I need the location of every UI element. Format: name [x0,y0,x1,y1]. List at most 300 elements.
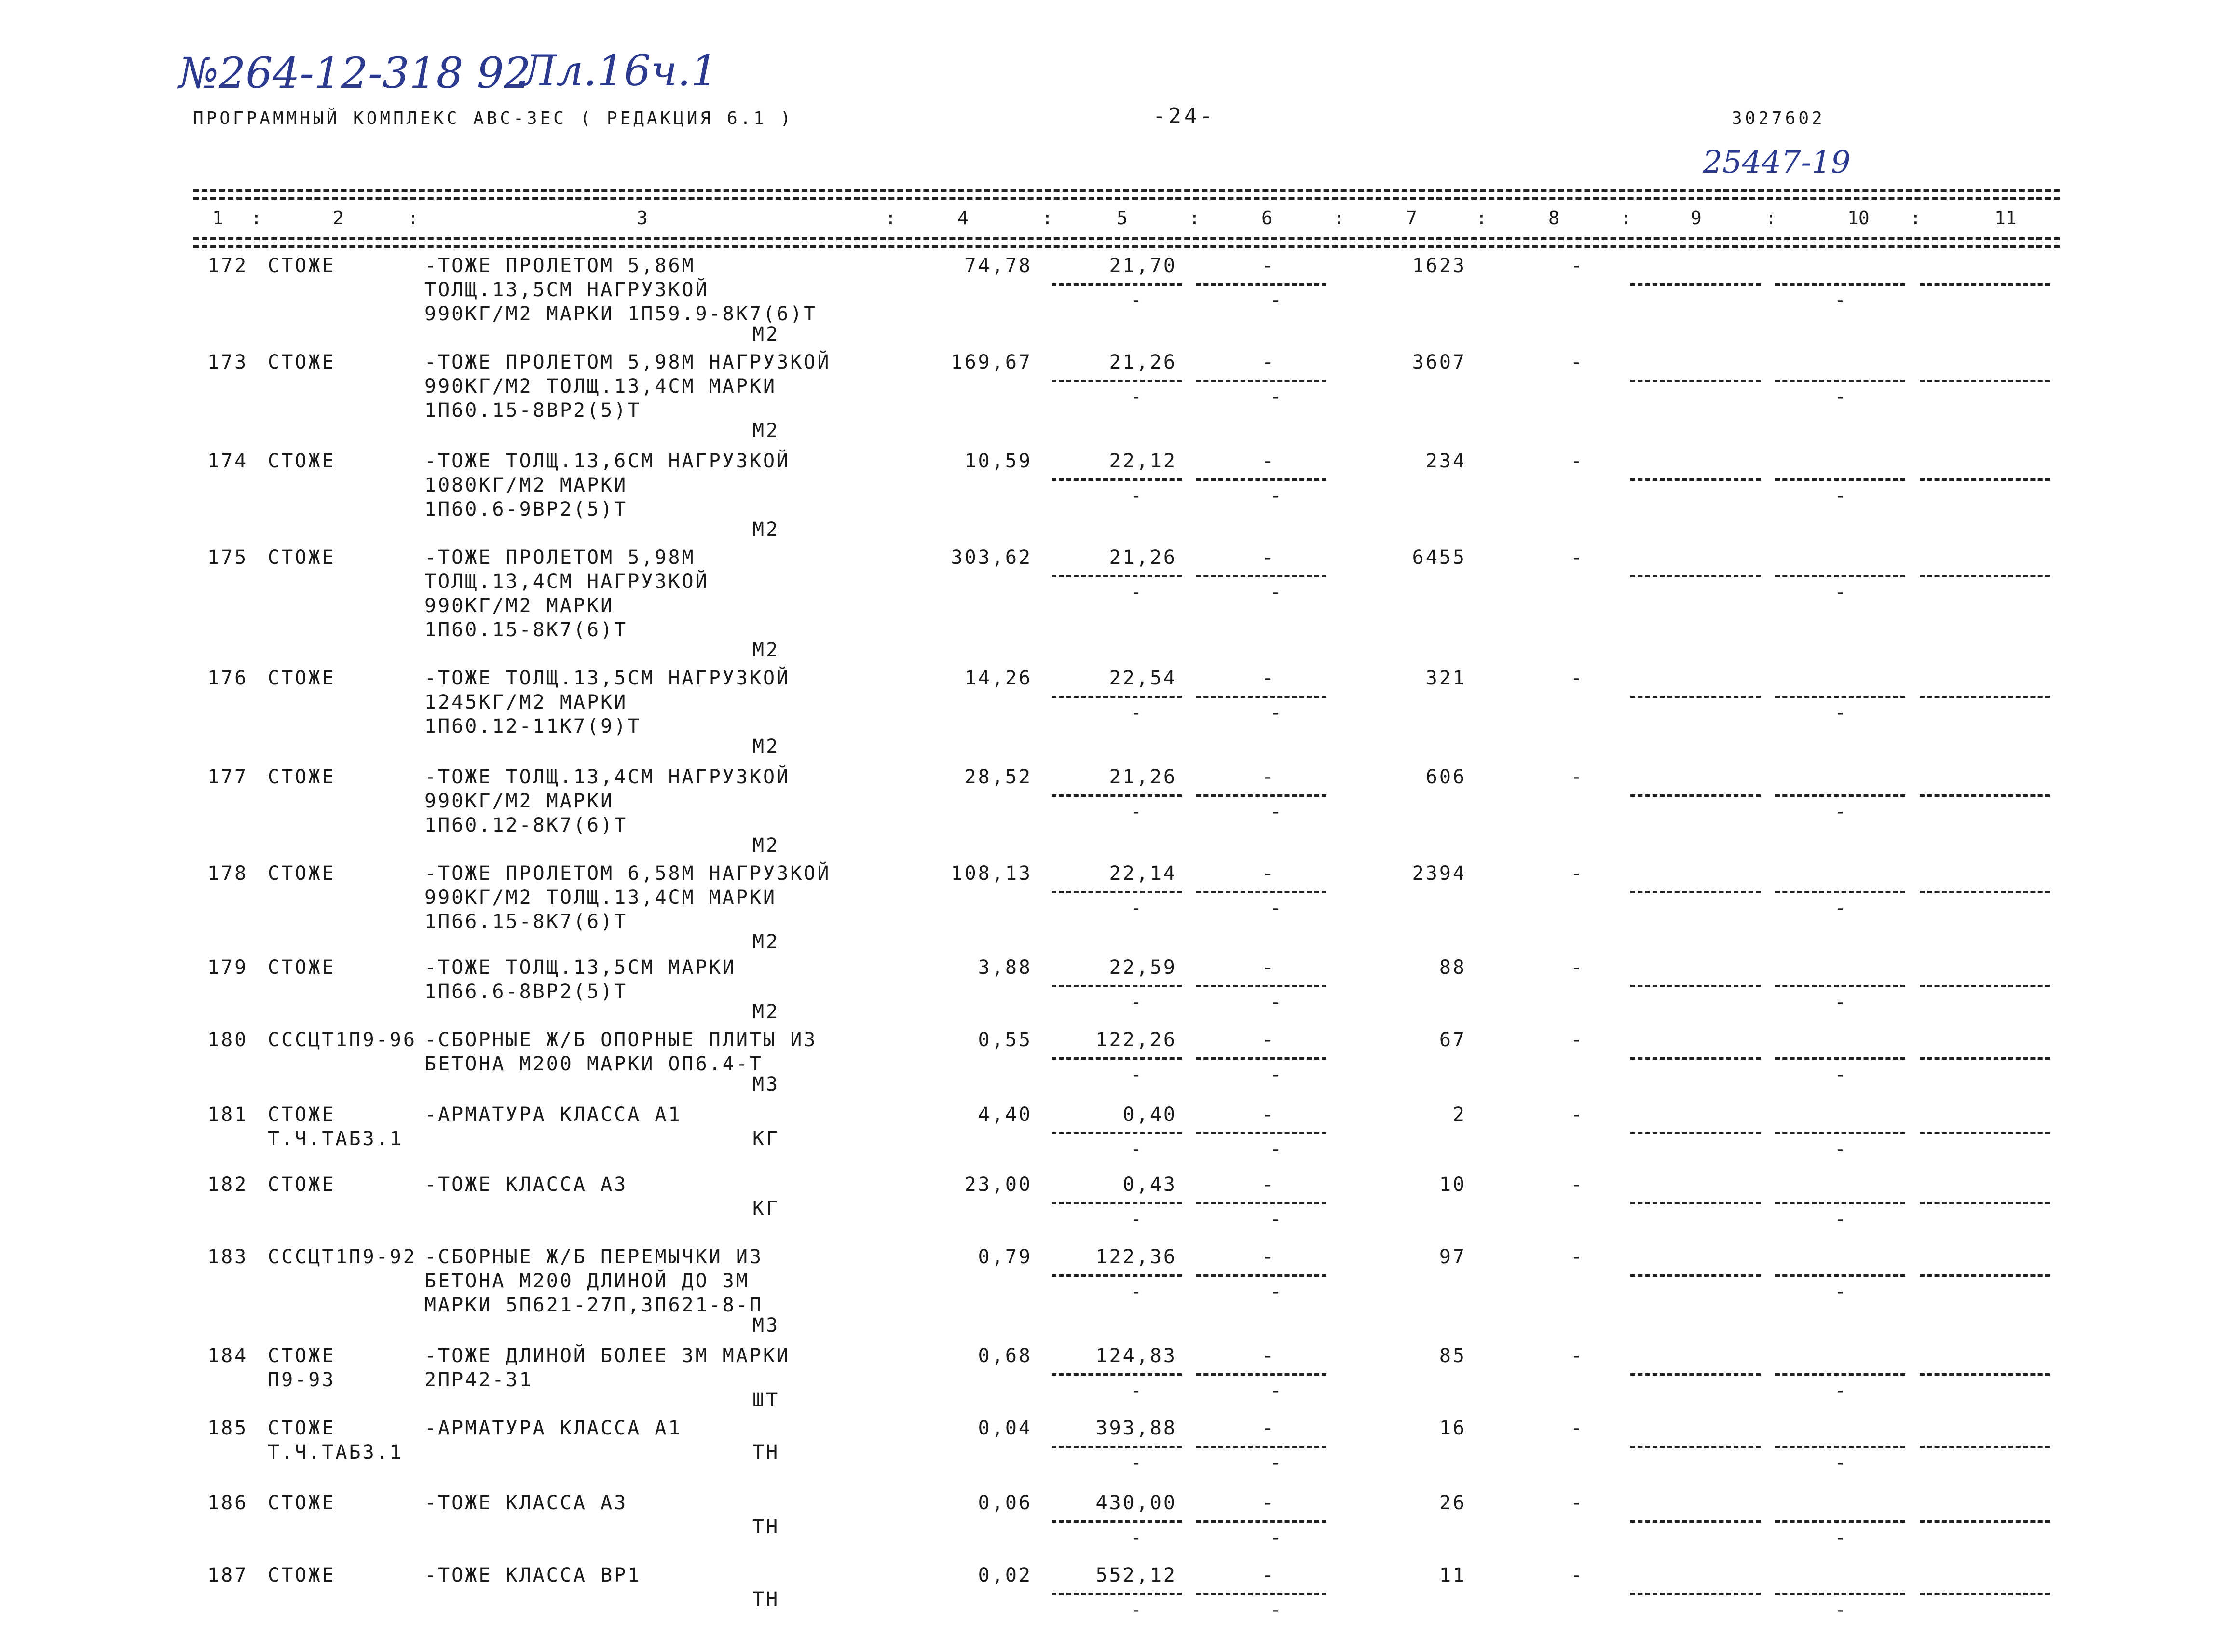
row-total: 85 [1439,1345,1466,1367]
row-description: -ТОЖЕ КЛАССА А3 [424,1492,628,1514]
total-underline [1775,891,1905,893]
row-code: СТОЖЕ [268,1104,336,1126]
empty-cell-dash: - [1270,1527,1282,1549]
empty-cell-dash: - [1270,386,1282,408]
row-description: 1П66.6-8ВР2(5)Т [424,981,628,1003]
total-underline [1052,283,1182,286]
header-bottom-rule-2 [193,245,2060,248]
row-unit: М2 [752,1001,780,1023]
row-total: 11 [1439,1564,1466,1586]
column-header-6: 6 [1261,207,1272,229]
empty-cell-dash: - [1270,991,1282,1013]
row-col6: - [1261,450,1276,472]
total-underline [1630,1202,1761,1204]
empty-cell-dash: - [1834,991,1846,1013]
total-underline [1630,1373,1761,1376]
row-number: 176 [207,667,248,689]
total-underline [1775,1057,1905,1060]
column-separator: : [1476,207,1487,229]
total-underline [1920,1373,2050,1376]
row-description: 1П60.6-9ВР2(5)Т [424,498,628,520]
empty-cell-dash: - [1270,801,1282,823]
row-total: 10 [1439,1174,1466,1196]
empty-cell-dash: - [1834,702,1846,724]
row-description: 1245КГ/М2 МАРКИ [424,691,628,713]
row-code: П9-93 [268,1369,336,1391]
total-underline [1920,1057,2050,1060]
total-underline [1052,1274,1182,1277]
row-total: 97 [1439,1246,1466,1268]
row-col6: - [1261,351,1276,373]
total-underline [1630,696,1761,698]
row-col6: - [1261,1492,1276,1514]
row-code: СТОЖЕ [268,255,336,277]
empty-cell-dash: - [1130,991,1142,1013]
row-description: 2ПР42-31 [424,1369,533,1391]
total-underline [1052,380,1182,382]
row-number: 180 [207,1029,248,1051]
row-col6: - [1261,766,1276,788]
column-separator: : [885,207,896,229]
empty-cell-dash: - [1130,386,1142,408]
row-number: 179 [207,956,248,979]
row-description: -ТОЖЕ ПРОЛЕТОМ 5,98М НАГРУЗКОЙ [424,351,831,373]
column-header-7: 7 [1406,207,1417,229]
row-col8: - [1570,1492,1585,1514]
empty-cell-dash: - [1270,581,1282,603]
total-underline [1630,380,1761,382]
total-underline [1052,794,1182,797]
empty-cell-dash: - [1130,1599,1142,1621]
row-number: 184 [207,1345,248,1367]
empty-cell-dash: - [1834,1281,1846,1303]
empty-cell-dash: - [1130,1208,1142,1230]
row-quantity: 28,52 [964,766,1032,788]
total-underline [1920,1520,2050,1523]
row-total: 16 [1439,1417,1466,1439]
total-underline [1775,1593,1905,1595]
empty-cell-dash: - [1834,1208,1846,1230]
row-unit: М2 [752,323,780,345]
column-header-4: 4 [957,207,969,229]
row-col6: - [1261,862,1276,885]
row-description: 990КГ/М2 ТОЛЩ.13,4СМ МАРКИ [424,887,777,909]
total-underline [1196,891,1326,893]
row-description: 1П60.15-8ВР2(5)Т [424,399,642,422]
row-col6: - [1261,1564,1276,1586]
total-underline [1052,575,1182,577]
total-underline [1775,478,1905,481]
empty-cell-dash: - [1270,897,1282,919]
total-underline [1920,1446,2050,1448]
row-description: -ТОЖЕ ТОЛЩ.13,6СМ НАГРУЗКОЙ [424,450,791,472]
total-underline [1920,380,2050,382]
column-header-2: 2 [333,207,344,229]
column-header-3: 3 [637,207,648,229]
total-underline [1920,283,2050,286]
page-number: -24- [1153,104,1216,128]
total-underline [1775,380,1905,382]
row-col6: - [1261,1345,1276,1367]
row-quantity: 10,59 [964,450,1032,472]
handwritten-registration-number: 25447-19 [1703,145,1851,180]
row-description: -ТОЖЕ ПРОЛЕТОМ 5,86М [424,255,696,277]
column-separator: : [1042,207,1053,229]
row-unit-price: 22,14 [1109,862,1177,885]
row-quantity: 0,68 [978,1345,1032,1367]
row-unit: М2 [752,639,780,661]
total-underline [1630,1446,1761,1448]
row-total: 234 [1425,450,1466,472]
row-code: СТОЖЕ [268,450,336,472]
row-total: 67 [1439,1029,1466,1051]
total-underline [1052,1373,1182,1376]
total-underline [1052,985,1182,987]
column-header-9: 9 [1691,207,1702,229]
row-total: 2394 [1412,862,1466,885]
row-description: 1П60.12-8К7(6)Т [424,814,628,836]
row-total: 6455 [1412,546,1466,569]
row-unit-price: 21,70 [1109,255,1177,277]
row-description: 1П66.15-8К7(6)Т [424,911,628,933]
column-separator: : [251,207,262,229]
row-description: 1080КГ/М2 МАРКИ [424,474,628,496]
row-quantity: 0,04 [978,1417,1032,1439]
row-unit-price: 21,26 [1109,351,1177,373]
column-separator: : [1910,207,1921,229]
total-underline [1196,283,1326,286]
row-number: 174 [207,450,248,472]
row-col8: - [1570,1417,1585,1439]
row-col6: - [1261,255,1276,277]
empty-cell-dash: - [1130,702,1142,724]
row-total: 2 [1452,1104,1466,1126]
empty-cell-dash: - [1834,1064,1846,1086]
row-total: 1623 [1412,255,1466,277]
total-underline [1196,1057,1326,1060]
row-unit-price: 552,12 [1095,1564,1177,1586]
total-underline [1052,478,1182,481]
row-unit-price: 393,88 [1095,1417,1177,1439]
row-quantity: 0,55 [978,1029,1032,1051]
row-unit: КГ [752,1128,780,1150]
document-code: 3027602 [1732,109,1825,128]
row-unit: М2 [752,420,780,442]
row-quantity: 14,26 [964,667,1032,689]
row-description: БЕТОНА М200 МАРКИ ОП6.4-Т [424,1053,764,1075]
row-description: -ТОЖЕ ПРОЛЕТОМ 5,98М [424,546,696,569]
empty-cell-dash: - [1130,801,1142,823]
row-code: СТОЖЕ [268,667,336,689]
empty-cell-dash: - [1834,485,1846,507]
row-description: -ТОЖЕ ПРОЛЕТОМ 6,58М НАГРУЗКОЙ [424,862,831,885]
empty-cell-dash: - [1130,581,1142,603]
row-col8: - [1570,1174,1585,1196]
total-underline [1196,380,1326,382]
row-number: 183 [207,1246,248,1268]
total-underline [1775,1132,1905,1134]
row-number: 175 [207,546,248,569]
empty-cell-dash: - [1834,801,1846,823]
total-underline [1630,985,1761,987]
header-top-rule [193,189,2060,192]
row-description: 990КГ/М2 МАРКИ 1П59.9-8К7(6)Т [424,303,818,325]
column-separator: : [1765,207,1776,229]
column-header-10: 10 [1847,207,1870,229]
total-underline [1630,1593,1761,1595]
total-underline [1196,1593,1326,1595]
total-underline [1196,794,1326,797]
total-underline [1775,1202,1905,1204]
row-number: 187 [207,1564,248,1586]
total-underline [1052,696,1182,698]
row-unit-price: 122,36 [1095,1246,1177,1268]
row-total: 606 [1425,766,1466,788]
row-code: СССЦТ1П9-92 [268,1246,417,1268]
empty-cell-dash: - [1130,1138,1142,1160]
row-unit-price: 21,26 [1109,766,1177,788]
total-underline [1630,891,1761,893]
row-total: 321 [1425,667,1466,689]
row-code: СТОЖЕ [268,1174,336,1196]
total-underline [1920,1593,2050,1595]
column-separator: : [1621,207,1632,229]
row-col8: - [1570,766,1585,788]
empty-cell-dash: - [1270,1208,1282,1230]
total-underline [1630,575,1761,577]
empty-cell-dash: - [1834,386,1846,408]
row-quantity: 169,67 [951,351,1032,373]
empty-cell-dash: - [1270,1281,1282,1303]
empty-cell-dash: - [1130,289,1142,312]
row-code: СТОЖЕ [268,766,336,788]
row-code: Т.Ч.ТАБ3.1 [268,1441,403,1463]
row-unit: ТН [752,1588,780,1611]
row-description: ТОЛЩ.13,4СМ НАГРУЗКОЙ [424,571,709,593]
header-top-rule-2 [193,197,2060,200]
total-underline [1775,575,1905,577]
total-underline [1630,794,1761,797]
row-unit: М2 [752,834,780,857]
total-underline [1920,478,2050,481]
row-description: -ТОЖЕ ДЛИНОЙ БОЛЕЕ 3М МАРКИ [424,1345,791,1367]
row-col6: - [1261,667,1276,689]
row-description: -ТОЖЕ ТОЛЩ.13,5СМ НАГРУЗКОЙ [424,667,791,689]
row-number: 173 [207,351,248,373]
total-underline [1630,1274,1761,1277]
row-col8: - [1570,1029,1585,1051]
total-underline [1196,1520,1326,1523]
total-underline [1775,283,1905,286]
row-col8: - [1570,546,1585,569]
row-col8: - [1570,1246,1585,1268]
total-underline [1052,891,1182,893]
column-separator: : [408,207,419,229]
row-number: 172 [207,255,248,277]
total-underline [1196,478,1326,481]
row-col8: - [1570,862,1585,885]
row-unit-price: 124,83 [1095,1345,1177,1367]
empty-cell-dash: - [1834,1138,1846,1160]
empty-cell-dash: - [1834,1452,1846,1474]
empty-cell-dash: - [1130,1281,1142,1303]
empty-cell-dash: - [1130,1527,1142,1549]
column-header-1: 1 [212,207,223,229]
row-unit: ТН [752,1516,780,1538]
row-col6: - [1261,1246,1276,1268]
total-underline [1775,1446,1905,1448]
row-col8: - [1570,255,1585,277]
total-underline [1775,696,1905,698]
row-col8: - [1570,667,1585,689]
row-number: 178 [207,862,248,885]
row-number: 181 [207,1104,248,1126]
row-code: СТОЖЕ [268,956,336,979]
row-description: -ТОЖЕ ТОЛЩ.13,5СМ МАРКИ [424,956,736,979]
total-underline [1920,575,2050,577]
row-code: СТОЖЕ [268,351,336,373]
row-col8: - [1570,1345,1585,1367]
row-unit-price: 0,43 [1122,1174,1177,1196]
empty-cell-dash: - [1834,1379,1846,1402]
row-code: Т.Ч.ТАБ3.1 [268,1128,403,1150]
empty-cell-dash: - [1270,702,1282,724]
total-underline [1775,1274,1905,1277]
row-description: 1П60.12-11К7(9)Т [424,715,642,737]
total-underline [1920,1274,2050,1277]
empty-cell-dash: - [1130,1379,1142,1402]
row-code: СТОЖЕ [268,1345,336,1367]
row-description: 990КГ/М2 МАРКИ [424,595,615,617]
row-description: -АРМАТУРА КЛАССА А1 [424,1104,682,1126]
total-underline [1052,1132,1182,1134]
total-underline [1196,1446,1326,1448]
row-quantity: 0,02 [978,1564,1032,1586]
column-header-8: 8 [1548,207,1559,229]
row-quantity: 0,79 [978,1246,1032,1268]
row-description: МАРКИ 5П621-27П,3П621-8-П [424,1294,764,1316]
row-unit: ШТ [752,1389,780,1411]
row-unit: М3 [752,1073,780,1095]
row-unit-price: 122,26 [1095,1029,1177,1051]
empty-cell-dash: - [1270,1138,1282,1160]
total-underline [1775,1373,1905,1376]
row-col8: - [1570,956,1585,979]
empty-cell-dash: - [1130,897,1142,919]
row-col8: - [1570,1564,1585,1586]
row-number: 177 [207,766,248,788]
row-code: СТОЖЕ [268,546,336,569]
total-underline [1920,1132,2050,1134]
empty-cell-dash: - [1270,1452,1282,1474]
total-underline [1630,1132,1761,1134]
total-underline [1196,1202,1326,1204]
total-underline [1775,794,1905,797]
total-underline [1052,1202,1182,1204]
empty-cell-dash: - [1834,581,1846,603]
empty-cell-dash: - [1270,1599,1282,1621]
row-description: -ТОЖЕ КЛАССА ВР1 [424,1564,642,1586]
program-title: ПРОГРАММНЫЙ КОМПЛЕКС АВС-3ЕС ( РЕДАКЦИЯ 6.1 ) [193,109,794,128]
row-description: 990КГ/М2 МАРКИ [424,790,615,812]
empty-cell-dash: - [1270,485,1282,507]
handwritten-doc-number: №264-12-318 92 [178,48,531,98]
total-underline [1052,1057,1182,1060]
row-description: -ТОЖЕ ТОЛЩ.13,4СМ НАГРУЗКОЙ [424,766,791,788]
row-col6: - [1261,1029,1276,1051]
row-number: 182 [207,1174,248,1196]
column-separator: : [1189,207,1200,229]
row-total: 88 [1439,956,1466,979]
total-underline [1920,891,2050,893]
row-code: СССЦТ1П9-96 [268,1029,417,1051]
empty-cell-dash: - [1130,485,1142,507]
total-underline [1052,1446,1182,1448]
row-unit: М2 [752,931,780,953]
row-quantity: 74,78 [964,255,1032,277]
row-description: БЕТОНА М200 ДЛИНОЙ ДО 3М [424,1270,750,1292]
row-col6: - [1261,1104,1276,1126]
row-quantity: 303,62 [951,546,1032,569]
row-quantity: 108,13 [951,862,1032,885]
column-separator: : [1334,207,1345,229]
row-description: 1П60.15-8К7(6)Т [424,619,628,641]
row-unit-price: 21,26 [1109,546,1177,569]
column-header-11: 11 [1995,207,2017,229]
total-underline [1920,794,2050,797]
total-underline [1196,985,1326,987]
empty-cell-dash: - [1270,1064,1282,1086]
header-bottom-rule [193,237,2060,240]
empty-cell-dash: - [1270,289,1282,312]
empty-cell-dash: - [1130,1064,1142,1086]
row-code: СТОЖЕ [268,1492,336,1514]
row-description: -ТОЖЕ КЛАССА А3 [424,1174,628,1196]
row-unit: М3 [752,1314,780,1337]
row-quantity: 3,88 [978,956,1032,979]
row-description: -СБОРНЫЕ Ж/Б ПЕРЕМЫЧКИ ИЗ [424,1246,764,1268]
row-col6: - [1261,1174,1276,1196]
total-underline [1920,1202,2050,1204]
empty-cell-dash: - [1834,1599,1846,1621]
empty-cell-dash: - [1130,1452,1142,1474]
row-description: ТОЛЩ.13,5СМ НАГРУЗКОЙ [424,279,709,301]
row-unit: ТН [752,1441,780,1463]
row-col8: - [1570,351,1585,373]
total-underline [1196,1132,1326,1134]
total-underline [1630,1057,1761,1060]
total-underline [1630,478,1761,481]
total-underline [1196,575,1326,577]
empty-cell-dash: - [1270,1379,1282,1402]
row-description: -СБОРНЫЕ Ж/Б ОПОРНЫЕ ПЛИТЫ ИЗ [424,1029,818,1051]
row-unit-price: 22,59 [1109,956,1177,979]
row-unit-price: 430,00 [1095,1492,1177,1514]
row-total: 3607 [1412,351,1466,373]
row-unit-price: 22,54 [1109,667,1177,689]
row-description: 990КГ/М2 ТОЛЩ.13,4СМ МАРКИ [424,375,777,397]
row-unit-price: 0,40 [1122,1104,1177,1126]
empty-cell-dash: - [1834,1527,1846,1549]
row-col6: - [1261,1417,1276,1439]
row-code: СТОЖЕ [268,862,336,885]
total-underline [1196,1373,1326,1376]
row-quantity: 0,06 [978,1492,1032,1514]
total-underline [1196,696,1326,698]
total-underline [1775,985,1905,987]
row-col8: - [1570,450,1585,472]
total-underline [1052,1593,1182,1595]
